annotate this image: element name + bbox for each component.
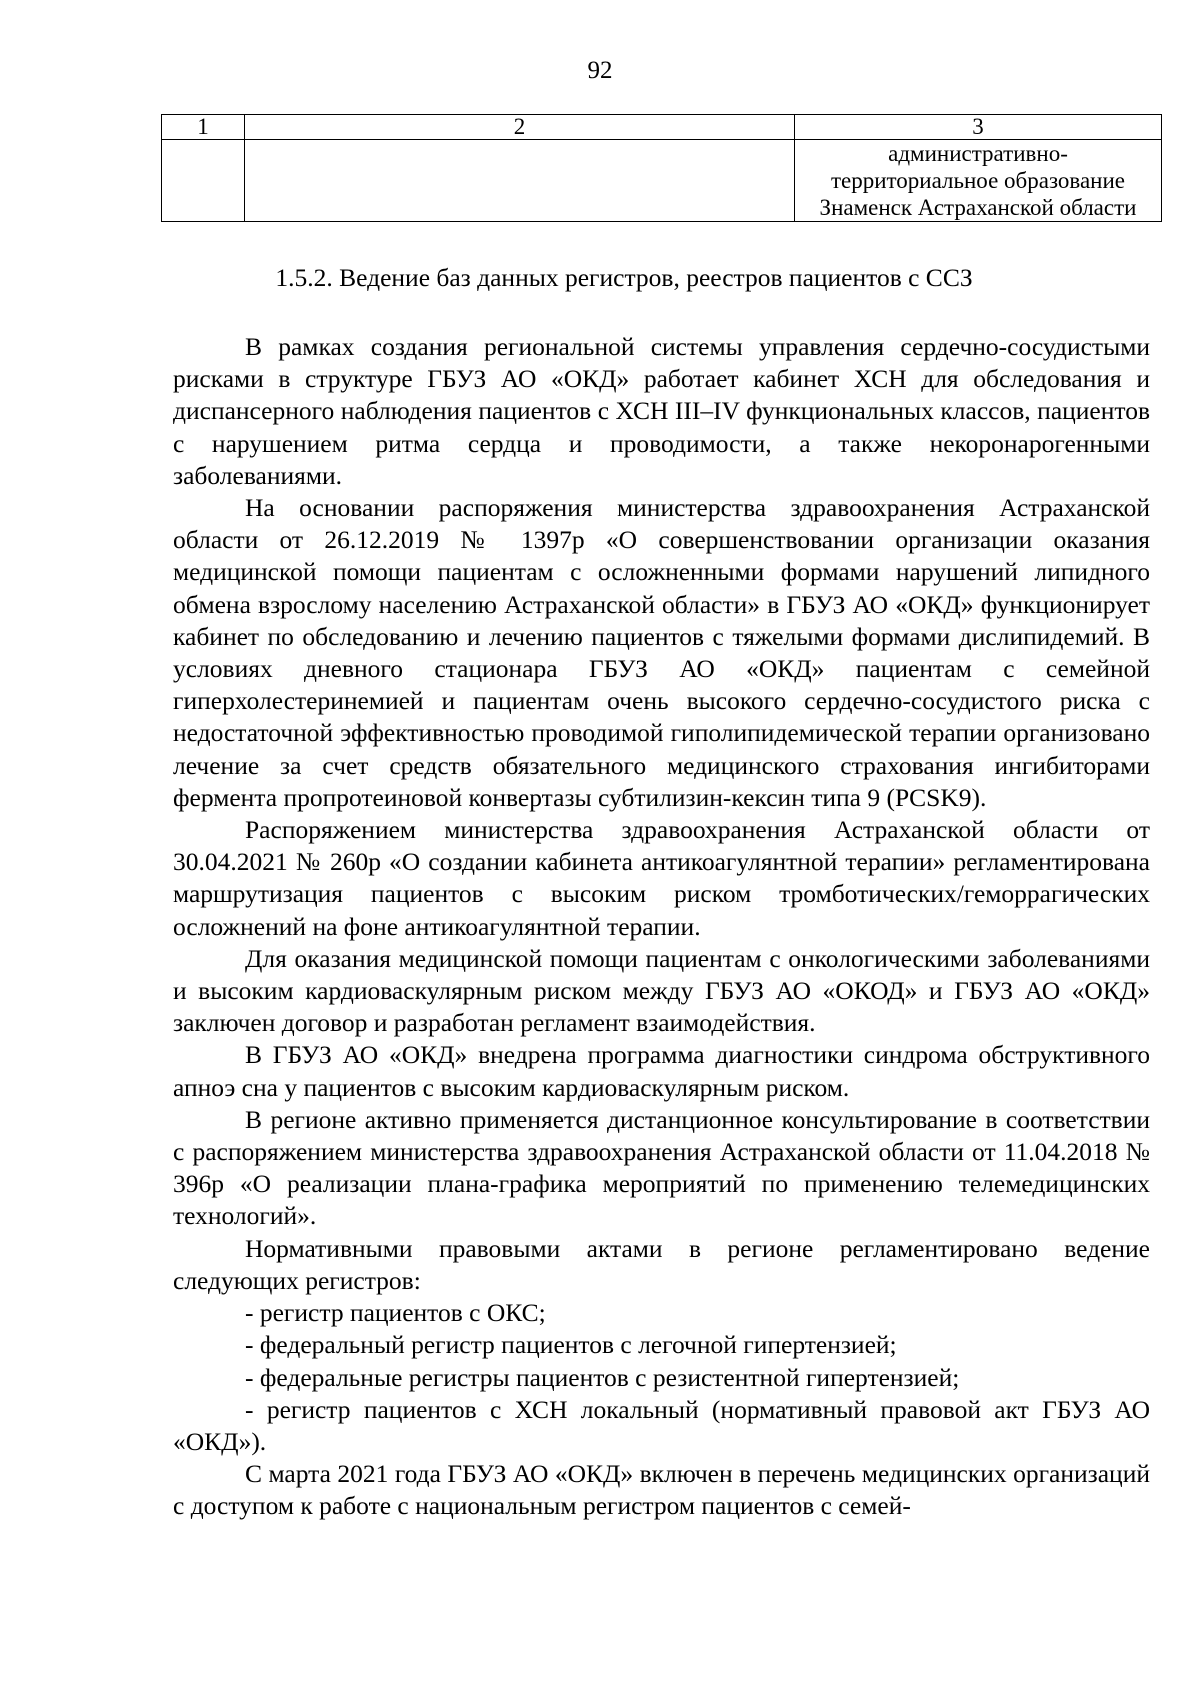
table-cell-col1 xyxy=(162,140,245,222)
list-item: - федеральный регистр пациентов с легочной гипертензией; xyxy=(245,1330,897,1360)
table-cell-col2 xyxy=(245,140,795,222)
section-heading: 1.5.2. Ведение баз данных регистров, реестров пациентов с ССЗ xyxy=(275,263,973,292)
table-cell-line: административно- xyxy=(888,141,1068,166)
table-cell-line: Знаменск Астраханской области xyxy=(819,195,1137,220)
page-number: 92 xyxy=(587,57,613,84)
table-header-row xyxy=(162,115,1162,140)
table-header-col1: 1 xyxy=(162,115,245,140)
paragraph: С марта 2021 года ГБУЗ АО «ОКД» включен в перечень медицинских организаций с доступом к работе с национальным регистром пациентов с семей- xyxy=(173,1459,1150,1521)
table-header-col3: 3 xyxy=(795,115,1162,140)
paragraph: Для оказания медицинской помощи пациентам с онкологическими заболеваниями и высоким кардиоваскулярным риском между ГБУЗ АО «ОКОД» и ГБУЗ АО «ОКД» заключен договор и разработан регламент взаимодействия. xyxy=(173,943,1150,1038)
list-item: - федеральные регистры пациентов с резистентной гипертензией; xyxy=(245,1362,960,1392)
paragraph: На основании распоряжения министерства здравоохранения Астраханской области от 26.12.2019 № 1397р «О совершенствовании организации оказания медицинской помощи пациентам с осложненными формами нарушений липидного обмена взрослому населению Астраханской области» в ГБУЗ АО «ОКД» функционирует кабинет по обследованию и лечению пациентов с тяжелыми формами дислипидемий. В условиях дневного стационара ГБУЗ АО «ОКД» пациентам с семейной гиперхолестеринемией и пациентам очень высокого сердечно-сосудистого риска с недостаточной эффективностью проводимой гиполипидемической терапии организовано лечение за счет средств обязательного медицинского страхования ингибиторами фермента пропротеиновой конвертазы субтилизин-кексин типа 9 (PCSK9). xyxy=(173,493,1150,812)
continuation-table xyxy=(161,114,1162,222)
paragraph: Нормативными правовыми актами в регионе регламентировано ведение следующих регистров: xyxy=(173,1233,1150,1295)
body-text xyxy=(173,331,1150,1523)
list-item: - регистр пациентов с ХСН локальный (нормативный правовой акт ГБУЗ АО «ОКД»). xyxy=(173,1394,1150,1456)
paragraph: В регионе активно применяется дистанционное консультирование в соответствии с распоряжением министерства здравоохранения Астраханской области от 11.04.2018 № 396р «О реализации плана-графика мероприятий по применению телемедицинских технологий». xyxy=(173,1104,1150,1231)
table-row xyxy=(162,140,1162,222)
paragraph: В ГБУЗ АО «ОКД» внедрена программа диагностики синдрома обструктивного апноэ сна у пациентов с высоким кардиоваскулярным риском. xyxy=(173,1040,1150,1102)
table-header-col2: 2 xyxy=(245,115,795,140)
list-item: - регистр пациентов с ОКС; xyxy=(245,1298,546,1328)
table-cell-line: территориальное образование xyxy=(830,168,1125,193)
paragraph: Распоряжением министерства здравоохранения Астраханской области от 30.04.2021 № 260р «О создании кабинета антикоагулянтной терапии» регламентирована маршрутизация пациентов с высоким риском тромботических/геморрагических осложнений на фоне антикоагулянтной терапии. xyxy=(173,815,1150,941)
paragraph: В рамках создания региональной системы управления сердечно-сосудистыми рисками в структуре ГБУЗ АО «ОКД» работает кабинет ХСН для обследования и диспансерного наблюдения пациентов с ХСН III–IV функциональных классов, пациентов с нарушением ритма сердца и проводимости, а также некоронарогенными заболеваниями. xyxy=(173,332,1150,490)
table-cell-col3 xyxy=(795,140,1162,222)
